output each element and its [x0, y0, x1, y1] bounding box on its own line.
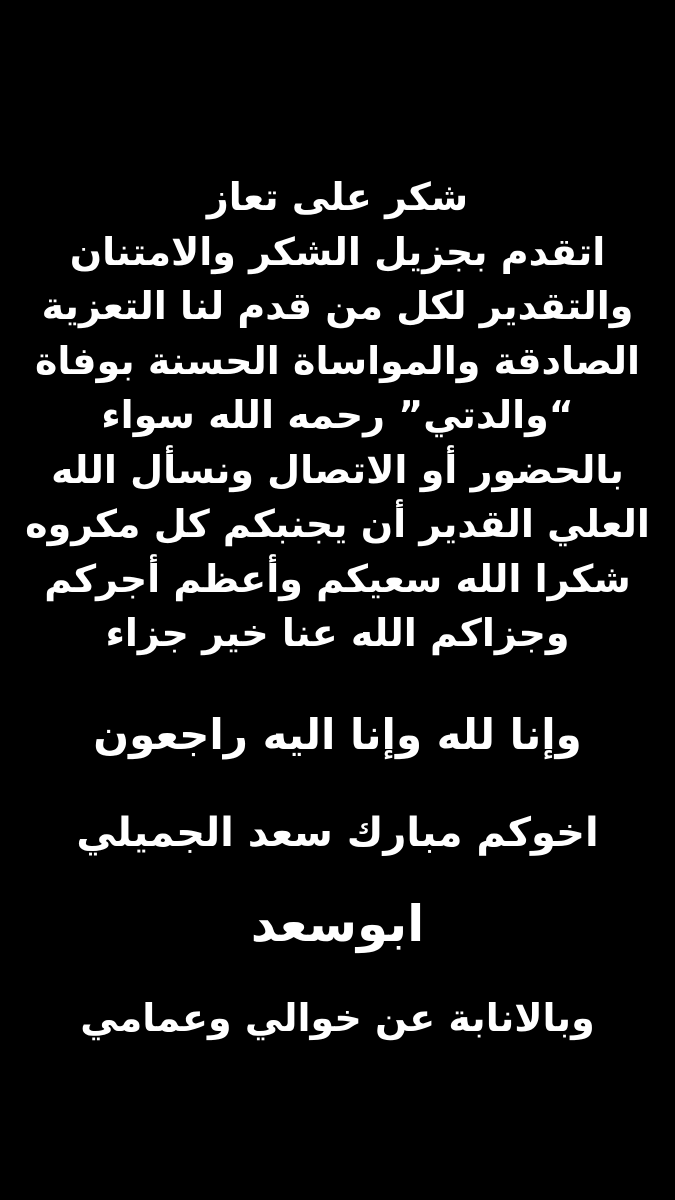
- thank-you-message: [20, 170, 655, 661]
- message-line: شكرا الله سعيكم وأعظم أجركم: [44, 556, 631, 601]
- message-line: “والدتي” رحمه الله سواء: [101, 393, 574, 437]
- message-line: والتقدير لكل من قدم لنا التعزية: [41, 284, 634, 328]
- message-title: شكر على تعاز: [206, 175, 469, 219]
- message-line: بالحضور أو الاتصال ونسأل الله: [51, 447, 624, 492]
- message-line: اتقدم بجزيل الشكر والامتنان: [69, 229, 606, 274]
- behalf-note: وبالانابة عن خوالي وعمامي: [80, 996, 595, 1040]
- signature-nickname: ابوسعد: [250, 895, 425, 953]
- message-line: الصادقة والمواساة الحسنة بوفاة: [34, 338, 640, 383]
- message-line: وجزاكم الله عنا خير جزاء: [105, 611, 570, 655]
- message-line: العلي القدير أن يجنبكم كل مكروه: [25, 502, 650, 546]
- signature-name: اخوكم مبارك سعد الجميلي: [76, 810, 599, 856]
- condolence-phrase: وإنا لله وإنا اليه راجعون: [93, 710, 582, 759]
